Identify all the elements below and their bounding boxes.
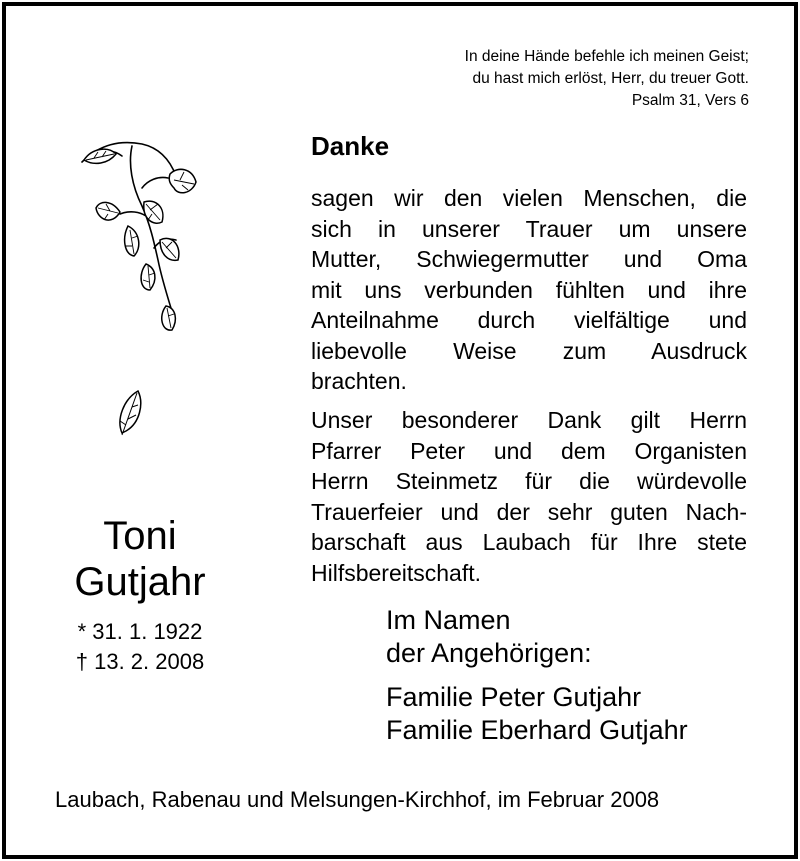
place-and-date: Laubach, Rabenau und Melsungen-Kirchhof, im Februar 2008 — [55, 787, 660, 812]
intro-line: der Angehörigen: — [386, 638, 592, 668]
paragraph-line: brachten. — [311, 368, 407, 394]
thanks-paragraph — [311, 183, 747, 397]
paragraph-line: liebevolle Weise zum Ausdruck — [311, 337, 747, 364]
paragraph-line: Herrn Steinmetz für die würdevolle — [311, 468, 747, 494]
paragraph-line: Anteilnahme durch vielfältige und — [311, 307, 747, 333]
signature-families — [386, 681, 688, 747]
family-name: Familie Eberhard Gutjahr — [386, 715, 688, 745]
paragraph-line: Pfarrer Peter und dem Organisten — [311, 437, 747, 464]
paragraph-line: Hilfsbereitschaft. — [311, 559, 482, 586]
falling-leaf-icon — [110, 385, 150, 440]
special-thanks-paragraph — [311, 405, 747, 588]
life-dates — [40, 617, 240, 677]
paragraph-line: Unser besonderer Dank gilt Herrn — [311, 407, 747, 433]
paragraph-line: barschaft aus Laubach für Ihre stete — [311, 529, 747, 555]
paragraph-line: Mutter, Schwiegermutter und Oma — [311, 246, 747, 272]
heading: Danke — [311, 131, 390, 161]
paragraph-line: Trauerfeier und der sehr guten Nach- — [311, 498, 747, 525]
quote-line-1: In deine Hände befehle ich meinen Geist; — [464, 48, 749, 65]
bible-quote — [349, 46, 749, 112]
paragraph-line: sich in unserer Trauer um unsere — [311, 215, 747, 242]
first-name: Toni — [103, 514, 177, 558]
paragraph-line: sagen wir den vielen Menschen, die — [311, 185, 747, 211]
signature-intro — [386, 604, 592, 670]
quote-source: Psalm 31, Vers 6 — [631, 92, 749, 109]
family-name: Familie Peter Gutjahr — [386, 682, 642, 712]
deceased-name — [40, 513, 240, 605]
quote-line-2: du hast mich erlöst, Herr, du treuer Gott. — [472, 70, 749, 87]
paragraph-line: mit uns verbunden fühlten und ihre — [311, 276, 747, 303]
last-name: Gutjahr — [74, 560, 206, 604]
birch-branch-icon — [70, 130, 210, 340]
birth-date: * 31. 1. 1922 — [77, 619, 203, 644]
death-date: † 13. 2. 2008 — [75, 649, 205, 674]
intro-line: Im Namen — [386, 605, 511, 635]
